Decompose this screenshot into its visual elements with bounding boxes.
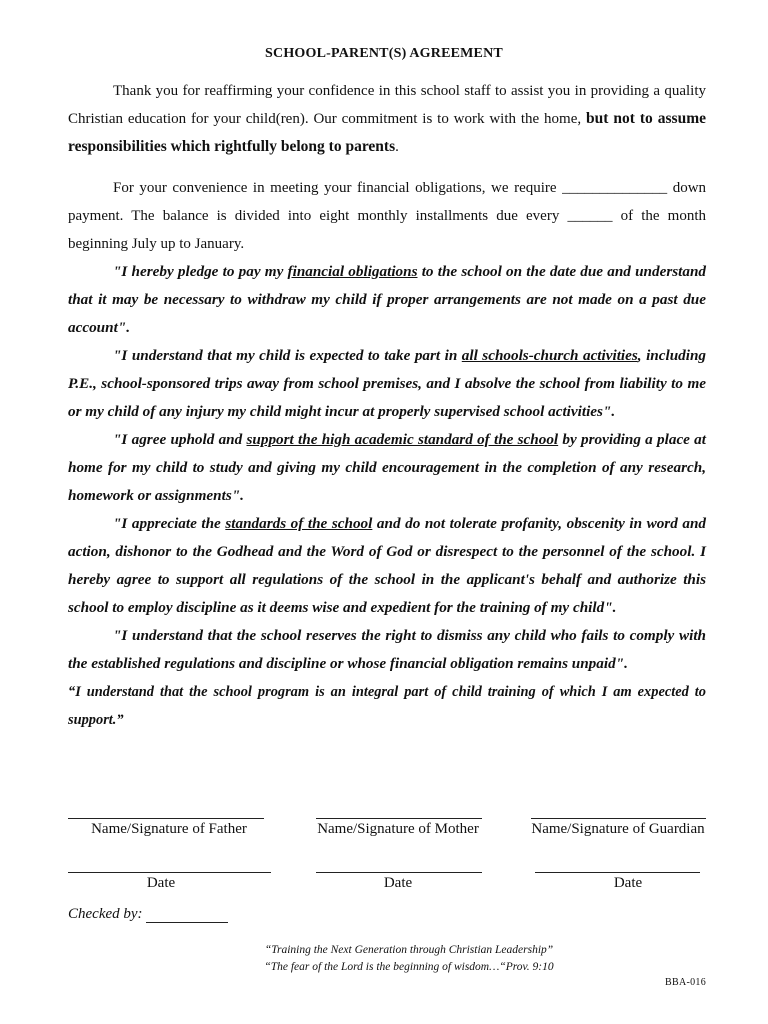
pledge-text: to the school on the date due and understand that it may be necessary to withdraw my child if proper arrangements are not made on a past due account". xyxy=(68,263,707,336)
form-code: BBA-016 xyxy=(665,977,706,988)
mother-signature-label: Name/Signature of Mother xyxy=(317,821,479,837)
father-signature-line[interactable] xyxy=(68,818,264,819)
checked-by xyxy=(68,906,228,923)
intro-emphasis: but not to assume responsibilities which rightfully belong to parents xyxy=(68,110,706,155)
financial-paragraph xyxy=(68,174,706,258)
pledge-dismissal xyxy=(68,622,706,678)
pledge-activities xyxy=(68,342,706,426)
father-date-label: Date xyxy=(146,875,176,891)
pledge-program: “I understand that the school program is an integral part of child training of which I am expected to support.” xyxy=(68,684,706,728)
pledges-section xyxy=(68,258,706,734)
pledge-standards xyxy=(68,510,706,622)
guardian-date-line[interactable] xyxy=(535,872,700,873)
father-signature-label: Name/Signature of Father xyxy=(91,821,247,837)
pledge-text: "I understand that the school reserves the right to dismiss any child who fails to comply with the established regulations and discipline or whose financial obligation remains unpaid". xyxy=(68,627,706,672)
pledge-underlined-text: financial obligations xyxy=(287,263,418,280)
checked-by-label: Checked by: xyxy=(68,906,143,922)
guardian-date-label: Date xyxy=(613,875,643,891)
intro-end: . xyxy=(395,139,399,155)
checked-by-line[interactable] xyxy=(146,908,228,923)
pledge-underlined-text: all schools-church activities xyxy=(461,347,638,364)
pledge-text: "I understand that my child is expected to take part in xyxy=(113,347,462,364)
pledge-text: "I appreciate the xyxy=(113,515,226,532)
intro-paragraph xyxy=(68,77,706,161)
pledge-academic xyxy=(68,426,706,510)
intro-text: Thank you for reaffirming your confidence in this school staff to assist you in providing a quality Christian education for your child(ren). Our commitment is to work with the home, xyxy=(68,83,706,127)
pledge-text: and do not tolerate profanity, obscenity in word and action, dishonor to the Godhead and the Word of God or disrespect to the personnel of the school. I hereby agree to support all regulations of the school in the applicant's behalf and authorize this school to employ discipline as it deems wise and expedient for the training of my child". xyxy=(68,515,706,616)
intro-section xyxy=(68,77,706,161)
mother-signature-line[interactable] xyxy=(316,818,482,819)
down-payment-blank: ______________ xyxy=(562,180,668,196)
guardian-signature-line[interactable] xyxy=(531,818,706,819)
pledge-financial xyxy=(68,258,706,342)
financial-text-1: For your convenience in meeting your financial obligations, we require xyxy=(113,180,557,196)
pledge-underlined-text: support the high academic standard of the school xyxy=(246,431,559,448)
pledge-text: "I hereby pledge to pay my xyxy=(113,263,288,280)
mother-date-label: Date xyxy=(383,875,413,891)
mother-date-line[interactable] xyxy=(316,872,482,873)
footer-scripture: “The fear of the Lord is the beginning of wisdom…“Prov. 9:10 xyxy=(264,961,554,973)
pledge-text: by providing a place at home for my child to study and giving my child encouragement in the completion of any research, homework or assignments". xyxy=(68,431,706,504)
page-title: SCHOOL-PARENT(S) AGREEMENT xyxy=(265,46,503,61)
pledge-underlined-text: standards of the school xyxy=(225,515,373,532)
pledge-text: , including P.E., school-sponsored trips away from school premises, and I absolve the school from liability to me or my child of any injury my child might incur at properly supervised school activities". xyxy=(68,347,706,420)
financial-section xyxy=(68,174,706,258)
financial-text-3: of the month beginning July up to January. xyxy=(68,208,707,252)
guardian-signature-label: Name/Signature of Guardian xyxy=(531,821,705,837)
due-day-blank: ______ xyxy=(567,208,613,224)
pledge-text: "I agree uphold and xyxy=(113,431,247,448)
father-date-line[interactable] xyxy=(68,872,271,873)
financial-text-2: down payment. The balance is divided into eight monthly installments due every xyxy=(68,180,707,224)
footer-motto: “Training the Next Generation through Christian Leadership” xyxy=(264,944,554,956)
